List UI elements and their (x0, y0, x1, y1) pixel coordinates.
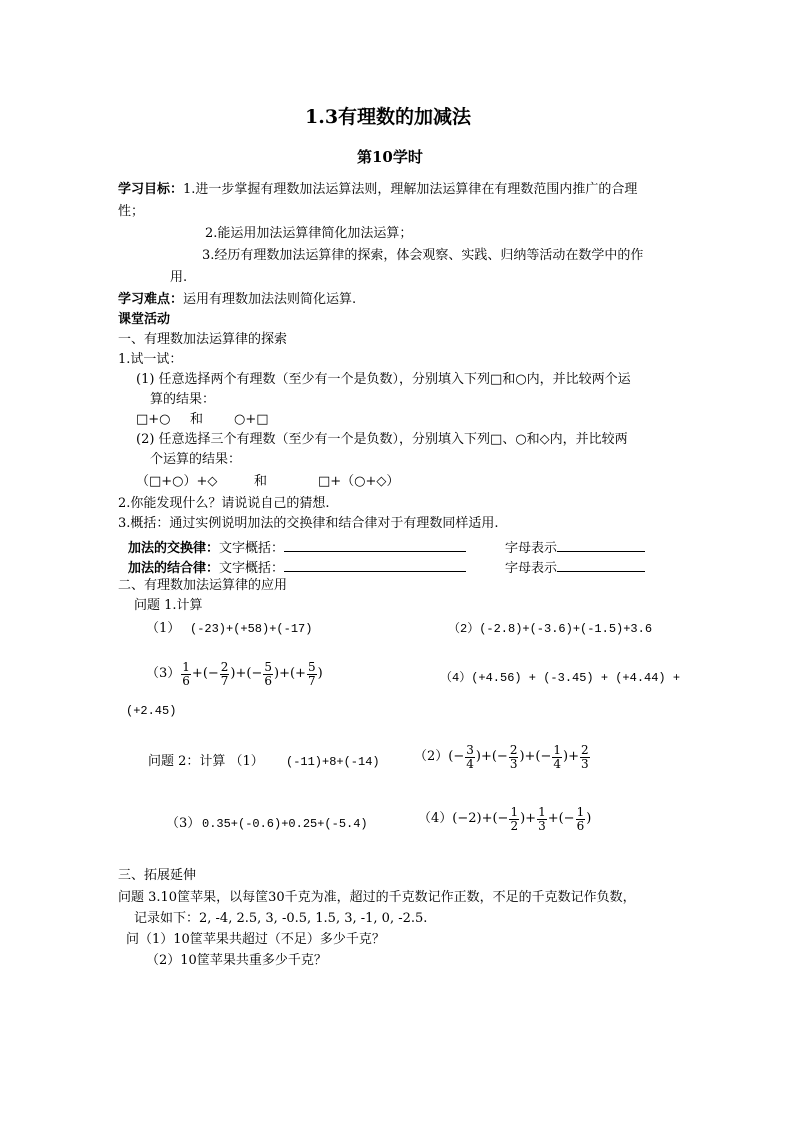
page-title: 1.3有理数的加减法 (305, 106, 472, 128)
section1-heading: 一、有理数加法运算律的探索 (118, 332, 288, 347)
commutative-letter-blank[interactable] (557, 537, 645, 552)
commutative-row (128, 537, 466, 557)
expr-1b: ○+□ (234, 412, 269, 427)
associative-row (128, 557, 466, 577)
difficulty-label: 学习难点： (118, 292, 184, 307)
problem-1-1-expr: (-23)+(+58)+(-17) (190, 622, 313, 636)
fraction-2-3b: $\frac{2}{3}$ (581, 743, 589, 771)
problem-2-title: 问题 2：计算 （1） (148, 754, 264, 769)
associative-label: 加法的结合律： (128, 561, 220, 576)
expr-2a: （□+○）+◇ (136, 474, 218, 489)
section2-heading: 二、有理数加法运算律的应用 (118, 578, 288, 593)
try-label: 1.试一试： (118, 352, 183, 367)
associative-letter-row (505, 557, 645, 577)
objective-1: 1.进一步掌握有理数加法运算法则，理解加法运算律在有理数范围内推广的合理 (183, 182, 638, 197)
fraction-1-4: $\frac{1}{4}$ (553, 743, 562, 771)
problem-3-cont: 记录如下：2, -4, 2.5, 3, -0.5, 1.5, 3, -1, 0, -2.5. (134, 911, 428, 926)
expr-1a: □+○ (136, 412, 171, 427)
difficulty-line (118, 292, 356, 308)
fraction-2-7: $\frac{2}{7}$ (220, 660, 229, 688)
commutative-text-blank[interactable] (284, 537, 466, 552)
problem-2-4-label: （4） (418, 811, 453, 827)
difficulty-text: 运用有理数加法法则简化运算. (183, 292, 357, 307)
objectives-line1 (118, 182, 637, 198)
class-activity-heading: 课堂活动 (118, 312, 171, 327)
problem-3-q1: 问（1）10筐苹果共超过（不足）多少千克？ (126, 932, 385, 947)
problem-2-3-label: （3） (166, 816, 201, 831)
expr-2b: □+（○+◇） (318, 474, 400, 489)
question-1-1: (1) 任意选择两个有理数（至少有一个是负数），分别填入下列□和○内，并比较两个运 (136, 372, 631, 387)
fraction-1-2: $\frac{1}{2}$ (510, 805, 519, 833)
problem-2-1: (-11)+8+(-14) (286, 755, 380, 769)
problem-2-2: （2） (− $\frac{3}{4}$ )+(− $\frac{2}{3}$ )+(− $\frac{1}{4}$ )+ $\frac{2}{3}$ (414, 743, 589, 771)
associative-letter-label: 字母表示 (505, 561, 558, 576)
problem-1-1-label: （1） (146, 621, 181, 636)
find-question: 2.你能发现什么？请说说自己的猜想. (118, 496, 330, 511)
fraction-1-6b: $\frac{1}{6}$ (576, 805, 585, 833)
problem-1-3: （3） $\frac{1}{6}$ +(− $\frac{2}{7}$ )+(− $\frac{5}{6}$ )+(+ $\frac{5}{7}$ ) (146, 660, 323, 688)
objective-3: 3.经历有理数加法运算律的探索，体会观察、实践、归纳等活动在数学中的作 (202, 248, 644, 263)
commutative-letter-label: 字母表示 (505, 541, 558, 556)
problem-1-3-label: （3） (146, 666, 181, 682)
question-1-2: (2) 任意选择三个有理数（至少有一个是负数），分别填入下列□、○和◇内，并比较两 (136, 432, 628, 447)
objective-2: 2.能运用加法运算律简化加法运算； (205, 226, 413, 241)
objectives-label: 学习目标： (118, 182, 184, 197)
associative-text-label: 文字概括： (219, 561, 285, 576)
objective-3-cont: 用. (170, 270, 188, 285)
section3-heading: 三、拓展延伸 (118, 868, 197, 883)
fraction-1-3: $\frac{1}{3}$ (538, 805, 546, 833)
problem-1-4-cont: (+2.45) (126, 704, 177, 718)
objective-1-cont: 性； (118, 204, 145, 219)
fraction-5-7: $\frac{5}{7}$ (307, 660, 316, 688)
problem-1-2: （2）(-2.8)+(-3.6)+(-1.5)+3.6 (448, 622, 653, 636)
summary-line: 3.概括：通过实例说明加法的交换律和结合律对于有理数同样适用. (118, 516, 499, 531)
problem-2-4: （4） (−2)+(− $\frac{1}{2}$ )+ $\frac{1}{3}$ +(− $\frac{1}{6}$ ) (418, 805, 592, 833)
question-1-1-cont: 算的结果： (150, 392, 216, 407)
problem-2-3: 0.35+(-0.6)+0.25+(-5.4) (202, 817, 368, 831)
associative-text-blank[interactable] (284, 557, 466, 572)
fraction-2-3: $\frac{2}{3}$ (509, 743, 518, 771)
fraction-1-6: $\frac{1}{6}$ (182, 660, 190, 688)
problem-3: 问题 3.10筐苹果，以每筐30千克为准，超过的千克数记作正数，不足的千克数记作负数， (118, 890, 636, 905)
expr-1-and: 和 (190, 412, 204, 427)
problem-2-2-label: （2） (414, 749, 449, 765)
commutative-text-label: 文字概括： (219, 541, 285, 556)
expr-2-and: 和 (254, 474, 268, 489)
problem-3-q2: （2）10筐苹果共重多少千克？ (146, 953, 327, 968)
page-subtitle: 第10学时 (357, 148, 423, 166)
fraction-3-4: $\frac{3}{4}$ (466, 743, 474, 771)
question-1-2-cont: 个运算的结果： (150, 452, 242, 467)
problem-1-title: 问题 1.计算 (134, 598, 203, 613)
commutative-label: 加法的交换律： (128, 541, 220, 556)
commutative-letter-row (505, 537, 645, 557)
associative-letter-blank[interactable] (557, 557, 645, 572)
problem-1-4: （4）(+4.56) + (-3.45) + (+4.44) + (440, 671, 681, 685)
fraction-5-6: $\frac{5}{6}$ (264, 660, 272, 688)
